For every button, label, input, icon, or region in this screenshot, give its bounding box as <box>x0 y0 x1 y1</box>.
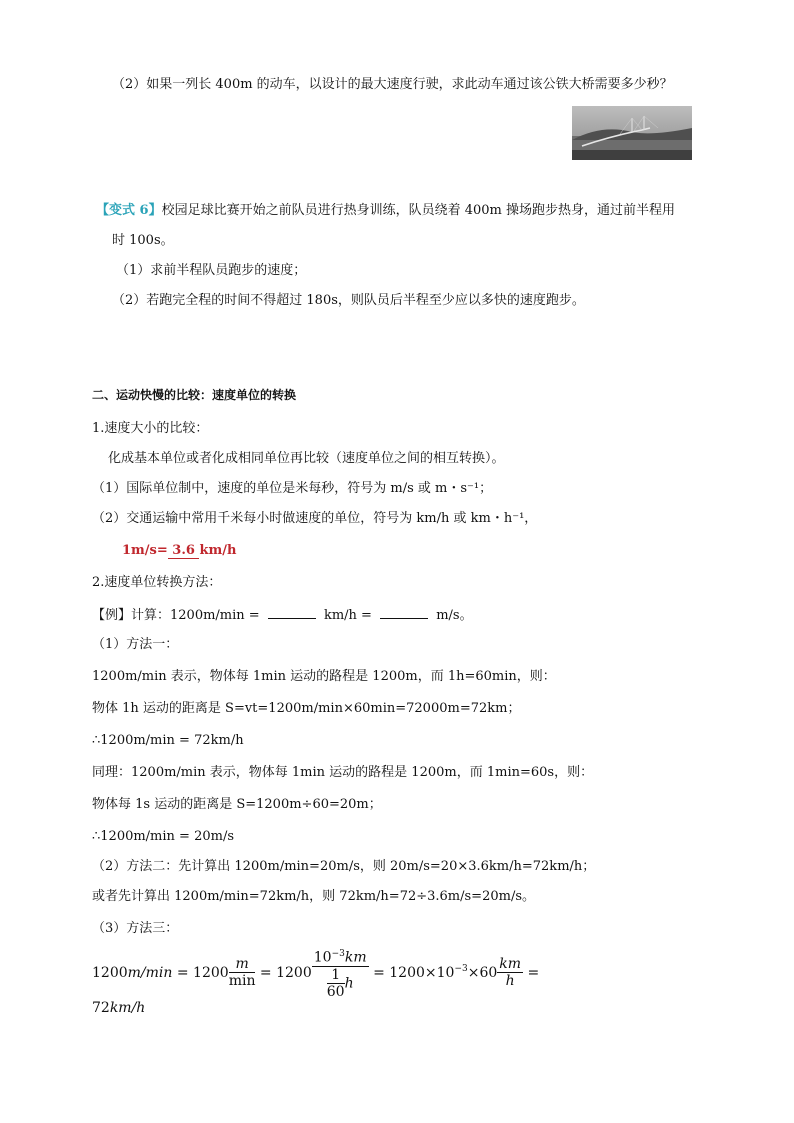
method-2-line-2: 或者先计算出 1200m/min=72km/h，则 72km/h=72÷3.6m/s=20m/s。 <box>92 889 535 904</box>
variant-sub-1: （1）求前半程队员跑步的速度； <box>116 263 307 278</box>
method-1-line-6: ∴1200m/min = 20m/s <box>92 829 234 844</box>
formula-lhs: 1200 <box>92 964 128 981</box>
fraction-1-num: m <box>229 956 256 973</box>
equals-sign: = <box>527 964 540 981</box>
bridge-image-icon <box>572 106 692 160</box>
conversion-value: 3.6 <box>167 543 200 558</box>
method-1-line-1: 1200m/min 表示，物体每 1min 运动的路程是 1200m，而 1h=60min，则： <box>92 669 556 684</box>
formula-eq3: 1200×10 <box>389 964 455 981</box>
example-mid: km/h = <box>319 608 377 623</box>
example-suffix: m/s。 <box>432 608 473 623</box>
example-prefix: 【例】计算：1200m/min = <box>92 608 264 623</box>
formula-eq3-exp: −3 <box>454 964 468 975</box>
equals-sign: = <box>373 964 385 981</box>
formula-lhs-unit: m/min <box>127 964 173 981</box>
formula-coef-2: 1200 <box>276 964 312 981</box>
conversion-lhs: 1m/s= <box>122 543 168 558</box>
section-heading: 二、运动快慢的比较：速度单位的转换 <box>92 388 297 402</box>
method-1-line-3: ∴1200m/min = 72km/h <box>92 733 244 748</box>
variant-sub-2: （2）若跑完全程的时间不得超过 180s，则队员后半程至少应以多快的速度跑步。 <box>112 293 585 308</box>
section-p4: （2）交通运输中常用千米每小时做速度的单位，符号为 km/h 或 km・h⁻¹， <box>92 511 538 526</box>
bridge-photo <box>572 106 692 160</box>
fraction-2-num: $10^{-3}km$ <box>312 946 369 967</box>
answer-blank-ms[interactable] <box>380 606 428 619</box>
section-p6: 2.速度单位转换方法： <box>92 575 222 590</box>
formula-coef-1: 1200 <box>193 964 229 981</box>
variant-6-line-2: 时 100s。 <box>112 233 174 248</box>
formula-result-unit: km/h <box>109 999 146 1016</box>
method-3-title: （3）方法三： <box>92 921 179 936</box>
inner-fraction: $\frac{1}{60}$ <box>326 966 345 1000</box>
formula-eq3-b: ×60 <box>467 964 498 981</box>
method-1-line-5: 物体每 1s 运动的距离是 S=1200m÷60=20m； <box>92 797 382 812</box>
formula-result: 72 <box>92 999 110 1016</box>
method-2-line-1: （2）方法二：先计算出 1200m/min=20m/s，则 20m/s=20×3.6km/h=72km/h； <box>92 859 596 874</box>
section-p1: 1.速度大小的比较： <box>92 421 209 436</box>
fraction-2-den: $\frac{1}{60}$ h <box>326 966 354 1000</box>
method-1-line-4: 同理：1200m/min 表示，物体每 1min 运动的路程是 1200m，而 1min=60s，则： <box>92 765 594 780</box>
fraction-3-num: km <box>499 956 522 973</box>
example-line <box>92 606 473 625</box>
equals-sign: = <box>259 964 272 981</box>
fraction-3-den: h <box>505 973 515 990</box>
variant-tag: 【变式 6】 <box>96 203 162 218</box>
equals-sign: = <box>176 964 189 981</box>
section-p2: 化成基本单位或者化成相同单位再比较（速度单位之间的相互转换）。 <box>108 451 505 466</box>
method-1-title: （1）方法一： <box>92 637 179 652</box>
variant-text-1: 校园足球比赛开始之前队员进行热身训练，队员绕着 400m 操场跑步热身，通过前半程用 <box>161 203 675 218</box>
question-2-line: （2）如果一列长 400m 的动车，以设计的最大速度行驶，求此动车通过该公铁大桥需要多少秒？ <box>112 77 673 92</box>
fraction-1-den: min <box>228 973 256 990</box>
fraction-m-per-min <box>229 956 256 989</box>
fraction-km-per-h <box>312 946 369 1000</box>
conversion-formula <box>92 946 562 1016</box>
variant-6-line-1 <box>96 202 675 220</box>
section-p3: （1）国际单位制中，速度的单位是米每秒，符号为 m/s 或 m・s⁻¹； <box>92 481 493 496</box>
conversion-unit: km/h <box>199 543 237 558</box>
answer-blank-kmh[interactable] <box>268 606 316 619</box>
conversion-answer <box>122 542 236 560</box>
method-1-line-2: 物体 1h 运动的距离是 S=vt=1200m/min×60min=72000m=72km； <box>92 701 521 716</box>
fraction-km-h <box>497 956 523 989</box>
